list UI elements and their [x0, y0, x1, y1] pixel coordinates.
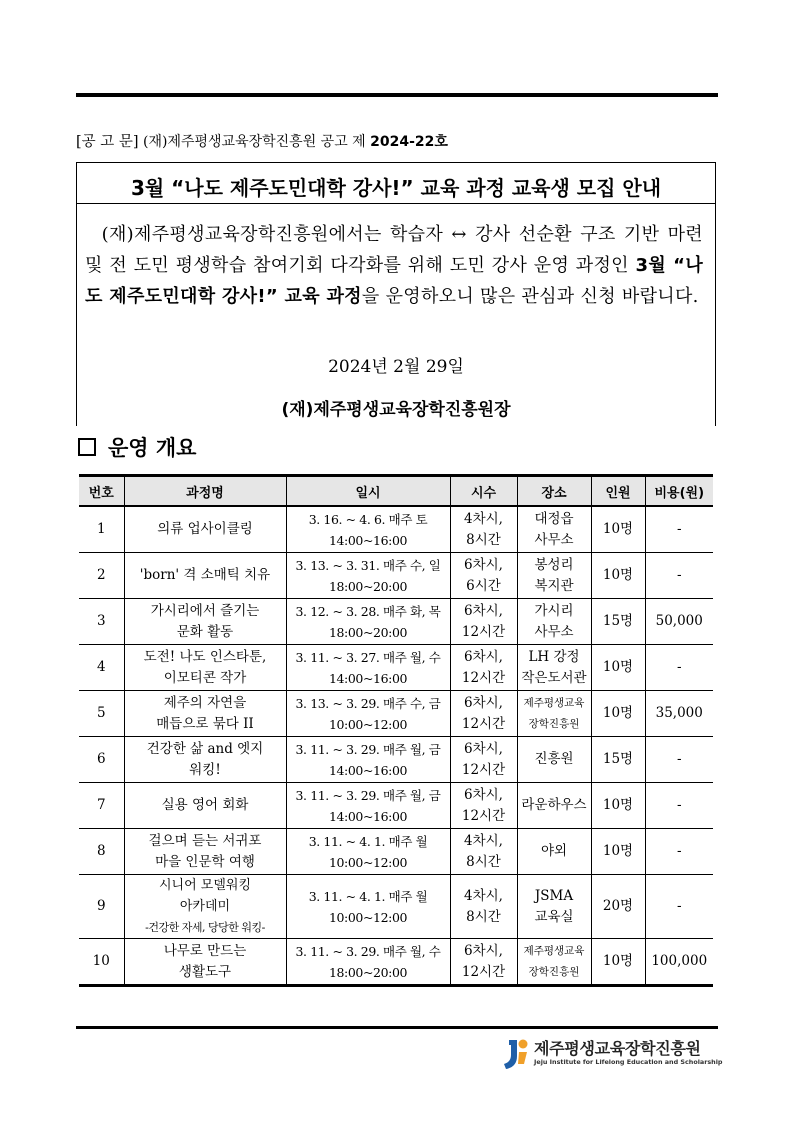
- announcement-date: 2024년 2월 29일: [328, 357, 464, 377]
- cell-place-line: 교육실: [534, 908, 574, 925]
- header-place: 장소: [517, 476, 591, 507]
- cell-hours: [450, 645, 517, 691]
- cell-cost: [645, 829, 713, 875]
- cell-no: [79, 737, 124, 783]
- program-table: [79, 474, 713, 987]
- cell-schedule-line: 3. 11. ~ 3. 27. 매주 월, 수: [295, 649, 441, 665]
- cell-hours-line: 12시간: [461, 761, 506, 778]
- cell-schedule-line: 3. 13. ~ 3. 29. 매주 수, 금: [295, 695, 441, 711]
- cell-no-line: 1: [96, 521, 106, 537]
- cell-schedule-line: 3. 11. ~ 4. 1. 매주 월: [308, 888, 428, 904]
- cell-name-line: 의류 업사이클링: [157, 521, 253, 537]
- cell-cost-line: 100,000: [651, 953, 708, 969]
- cell-cost-line: -: [676, 521, 682, 537]
- table-row: [79, 599, 713, 645]
- cell-place: [517, 645, 591, 691]
- cell-name-line: 매듭으로 묶다 II: [156, 715, 254, 732]
- cell-people-line: 10명: [602, 567, 634, 583]
- cell-no: [79, 645, 124, 691]
- cell-name-line: 실용 영어 회화: [161, 797, 249, 813]
- cell-cost: [645, 553, 713, 599]
- cell-hours-line: 12시간: [461, 807, 506, 824]
- cell-hours-line: 4차시,: [464, 832, 503, 849]
- table-row: [79, 939, 713, 986]
- cell-schedule-line: 14:00~16:00: [328, 762, 408, 778]
- cell-name-line: 문화 활동: [176, 623, 234, 640]
- cell-schedule: [286, 939, 450, 986]
- cell-name-line: -건강한 자세, 당당한 워킹-: [145, 921, 265, 934]
- cell-place: [517, 737, 591, 783]
- cell-people-line: 20명: [602, 898, 634, 914]
- cell-no-line: 10: [92, 953, 110, 969]
- cell-people: [591, 645, 645, 691]
- cell-name: [124, 506, 286, 553]
- header-cost: 비용(원): [645, 476, 713, 507]
- cell-name-line: 도전! 나도 인스타툰,: [143, 648, 267, 665]
- cell-place: [517, 691, 591, 737]
- cell-no-line: 4: [96, 659, 106, 675]
- cell-place-line: 라운하우스: [521, 797, 587, 813]
- cell-name-line: 제주의 자연을: [163, 694, 247, 711]
- table-row: [79, 645, 713, 691]
- cell-hours-line: 6차시,: [464, 740, 503, 757]
- cell-cost-line: -: [676, 567, 682, 583]
- cell-place-line: 야외: [540, 843, 568, 859]
- top-rule: [76, 93, 718, 97]
- cell-schedule: [286, 645, 450, 691]
- announcement-title: 3월 “나도 제주도민대학 강사!” 교육 과정 교육생 모집 안내: [130, 176, 662, 200]
- bottom-rule: [76, 1026, 718, 1029]
- cell-name-line: 가시리에서 즐기는: [150, 602, 260, 619]
- cell-name: [124, 553, 286, 599]
- cell-place-line: 작은도서관: [521, 669, 587, 686]
- cell-place-line: LH 강정: [528, 648, 580, 665]
- cell-no: [79, 939, 124, 986]
- cell-schedule-line: 3. 11. ~ 3. 29. 매주 월, 금: [295, 787, 441, 803]
- header-schedule: 일시: [286, 476, 450, 507]
- cell-hours: [450, 829, 517, 875]
- cell-name-line: 걸으며 듣는 서귀포: [148, 832, 262, 849]
- cell-hours-line: 12시간: [461, 623, 506, 640]
- header-people: 인원: [591, 476, 645, 507]
- cell-hours: [450, 783, 517, 829]
- cell-cost: [645, 939, 713, 986]
- cell-no-line: 6: [96, 751, 106, 767]
- cell-schedule: [286, 829, 450, 875]
- cell-schedule-line: 3. 16. ~ 4. 6. 매주 토: [308, 511, 428, 527]
- cell-cost-line: -: [676, 843, 682, 859]
- notice-number: 2024-22호: [370, 134, 448, 150]
- cell-hours: [450, 506, 517, 553]
- cell-name: [124, 691, 286, 737]
- logo-subtitle: Jeju Institute for Lifelong Education and Scholarship: [534, 1058, 723, 1066]
- cell-hours-line: 8시간: [466, 853, 501, 870]
- cell-name-line: 생활도구: [178, 963, 232, 980]
- cell-cost: [645, 506, 713, 553]
- cell-schedule-line: 14:00~16:00: [328, 670, 408, 686]
- cell-place-line: 대정읍: [534, 510, 574, 527]
- cell-no-line: 7: [96, 797, 106, 813]
- section-title: 운영 개요: [108, 436, 197, 460]
- cell-no-line: 2: [96, 567, 106, 583]
- cell-place-line: 제주평생교육: [523, 944, 585, 957]
- cell-hours: [450, 691, 517, 737]
- section-heading: [78, 432, 196, 462]
- cell-people-line: 10명: [602, 659, 634, 675]
- cell-schedule-line: 3. 11. ~ 3. 29. 매주 월, 금: [295, 741, 441, 757]
- cell-place-line: 가시리: [534, 602, 574, 619]
- cell-schedule-line: 18:00~20:00: [328, 624, 408, 640]
- cell-hours-line: 6차시,: [464, 602, 503, 619]
- cell-people: [591, 875, 645, 939]
- cell-name-line: 워킹!: [189, 761, 221, 778]
- cell-hours-line: 8시간: [466, 908, 501, 925]
- cell-schedule: [286, 875, 450, 939]
- cell-no: [79, 506, 124, 553]
- cell-hours: [450, 553, 517, 599]
- cell-hours-line: 12시간: [461, 715, 506, 732]
- cell-people-line: 10명: [602, 705, 634, 721]
- notice-header: [76, 130, 448, 151]
- cell-schedule: [286, 691, 450, 737]
- cell-no-line: 8: [96, 843, 106, 859]
- cell-place: [517, 553, 591, 599]
- cell-cost: [645, 737, 713, 783]
- cell-hours-line: 6차시,: [464, 786, 503, 803]
- announcement-body: [85, 219, 703, 312]
- cell-place-line: 봉성리: [534, 556, 574, 573]
- body-text-post: 을 운영하오니 많은 관심과 신청 바랍니다.: [361, 286, 699, 307]
- cell-people-line: 15명: [602, 613, 634, 629]
- table-row: [79, 553, 713, 599]
- cell-cost: [645, 783, 713, 829]
- cell-schedule-line: 3. 13. ~ 3. 31. 매주 수, 일: [295, 557, 441, 573]
- cell-schedule-line: 18:00~20:00: [328, 578, 408, 594]
- cell-place-line: 사무소: [534, 531, 574, 548]
- cell-name-line: 아카데미: [179, 899, 231, 914]
- cell-schedule-line: 14:00~16:00: [328, 808, 408, 824]
- cell-name-line: 이모티콘 작가: [163, 669, 247, 686]
- cell-place: [517, 783, 591, 829]
- cell-hours-line: 4차시,: [464, 887, 503, 904]
- cell-name: [124, 737, 286, 783]
- cell-no-line: 3: [96, 613, 106, 629]
- cell-schedule: [286, 737, 450, 783]
- cell-people: [591, 599, 645, 645]
- cell-name-line: 마을 인문학 여행: [155, 853, 255, 870]
- table-row: [79, 506, 713, 553]
- cell-hours: [450, 875, 517, 939]
- notice-org: (재)제주평생교육장학진흥원 공고 제: [143, 134, 366, 150]
- table-header-row: [79, 476, 713, 507]
- cell-no: [79, 599, 124, 645]
- cell-no: [79, 829, 124, 875]
- cell-place: [517, 829, 591, 875]
- cell-hours-line: 6시간: [466, 577, 501, 594]
- announcement-signature: (재)제주평생교육장학진흥원장: [281, 400, 511, 420]
- table-row: [79, 691, 713, 737]
- table-row: [79, 737, 713, 783]
- cell-people: [591, 506, 645, 553]
- title-divider: [77, 203, 715, 204]
- cell-name: [124, 599, 286, 645]
- cell-name-line: 건강한 삶 and 엣지: [146, 740, 264, 757]
- cell-people: [591, 829, 645, 875]
- cell-hours-line: 4차시,: [464, 510, 503, 527]
- header-no: 번호: [79, 476, 124, 507]
- cell-hours-line: 6차시,: [464, 694, 503, 711]
- cell-name-line: 'born' 격 소매틱 치유: [139, 567, 271, 583]
- cell-people-line: 15명: [602, 751, 634, 767]
- cell-cost-line: 50,000: [655, 613, 703, 629]
- cell-people: [591, 553, 645, 599]
- header-hours: 시수: [450, 476, 517, 507]
- cell-cost: [645, 875, 713, 939]
- table-row: [79, 875, 713, 939]
- cell-people-line: 10명: [602, 843, 634, 859]
- cell-name-line: 나무로 만드는: [163, 942, 247, 959]
- table-row: [79, 829, 713, 875]
- announcement-box: [76, 162, 716, 426]
- cell-place-line: 사무소: [534, 623, 574, 640]
- cell-place-line: 진흥원: [534, 751, 574, 767]
- cell-no: [79, 691, 124, 737]
- cell-no-line: 5: [96, 705, 106, 721]
- cell-schedule-line: 18:00~20:00: [328, 964, 408, 980]
- cell-people-line: 10명: [602, 797, 634, 813]
- cell-place-line: 제주평생교육: [523, 696, 585, 709]
- cell-schedule: [286, 506, 450, 553]
- cell-people-line: 10명: [602, 521, 634, 537]
- cell-cost-line: 35,000: [655, 705, 703, 721]
- checkbox-square-icon: [78, 438, 96, 456]
- cell-name: [124, 939, 286, 986]
- cell-schedule-line: 10:00~12:00: [328, 909, 408, 925]
- cell-place-line: 장학진흥원: [528, 717, 580, 730]
- cell-people: [591, 783, 645, 829]
- cell-cost: [645, 599, 713, 645]
- cell-schedule-line: 3. 11. ~ 4. 1. 매주 월: [308, 833, 428, 849]
- cell-schedule-line: 10:00~12:00: [328, 716, 408, 732]
- cell-hours-line: 6차시,: [464, 648, 503, 665]
- cell-place-line: 복지관: [534, 577, 574, 594]
- cell-hours-line: 6차시,: [464, 942, 503, 959]
- cell-no: [79, 783, 124, 829]
- cell-name-line: 시니어 모델워킹: [158, 878, 252, 893]
- cell-cost-line: -: [676, 751, 682, 767]
- cell-no-line: 9: [96, 898, 106, 914]
- cell-hours-line: 8시간: [466, 531, 501, 548]
- cell-schedule-line: 3. 12. ~ 3. 28. 매주 화, 목: [295, 603, 441, 619]
- cell-cost: [645, 691, 713, 737]
- cell-people: [591, 691, 645, 737]
- body-text-bold: 3월 “나도 제주도민대학 강사!” 교육 과정: [85, 255, 704, 307]
- cell-cost-line: -: [676, 659, 682, 675]
- cell-cost: [645, 645, 713, 691]
- cell-place: [517, 875, 591, 939]
- cell-hours-line: 6차시,: [464, 556, 503, 573]
- cell-cost-line: -: [676, 797, 682, 813]
- cell-schedule: [286, 599, 450, 645]
- header-name: 과정명: [124, 476, 286, 507]
- cell-place: [517, 599, 591, 645]
- cell-schedule-line: 10:00~12:00: [328, 854, 408, 870]
- cell-place: [517, 506, 591, 553]
- cell-cost-line: -: [676, 898, 682, 914]
- cell-hours-line: 12시간: [461, 669, 506, 686]
- institute-logo: [500, 1036, 723, 1072]
- cell-name: [124, 783, 286, 829]
- cell-place-line: 장학진흥원: [528, 965, 580, 978]
- notice-tag: [공 고 문]: [76, 134, 139, 150]
- cell-schedule-line: 3. 11. ~ 3. 29. 매주 월, 수: [295, 943, 441, 959]
- cell-schedule: [286, 783, 450, 829]
- cell-name: [124, 875, 286, 939]
- cell-name: [124, 829, 286, 875]
- cell-schedule: [286, 553, 450, 599]
- cell-hours: [450, 737, 517, 783]
- cell-place: [517, 939, 591, 986]
- logo-name: 제주평생교육장학진흥원: [534, 1039, 701, 1058]
- logo-mark-icon: [500, 1036, 530, 1072]
- cell-no: [79, 553, 124, 599]
- cell-place-line: JSMA: [534, 887, 574, 904]
- cell-hours: [450, 599, 517, 645]
- cell-schedule-line: 14:00~16:00: [328, 532, 408, 548]
- table-row: [79, 783, 713, 829]
- cell-hours-line: 12시간: [461, 963, 506, 980]
- cell-people: [591, 939, 645, 986]
- body-text-pre: (재)제주평생교육장학진흥원에서는 학습자 ↔ 강사 선순환 구조 기반 마련 및 전 도민 평생학습 참여기회 다각화를 위해 도민 강사 운영 과정인: [85, 224, 703, 276]
- cell-hours: [450, 939, 517, 986]
- cell-name: [124, 645, 286, 691]
- cell-people: [591, 737, 645, 783]
- cell-no: [79, 875, 124, 939]
- cell-people-line: 10명: [602, 953, 634, 969]
